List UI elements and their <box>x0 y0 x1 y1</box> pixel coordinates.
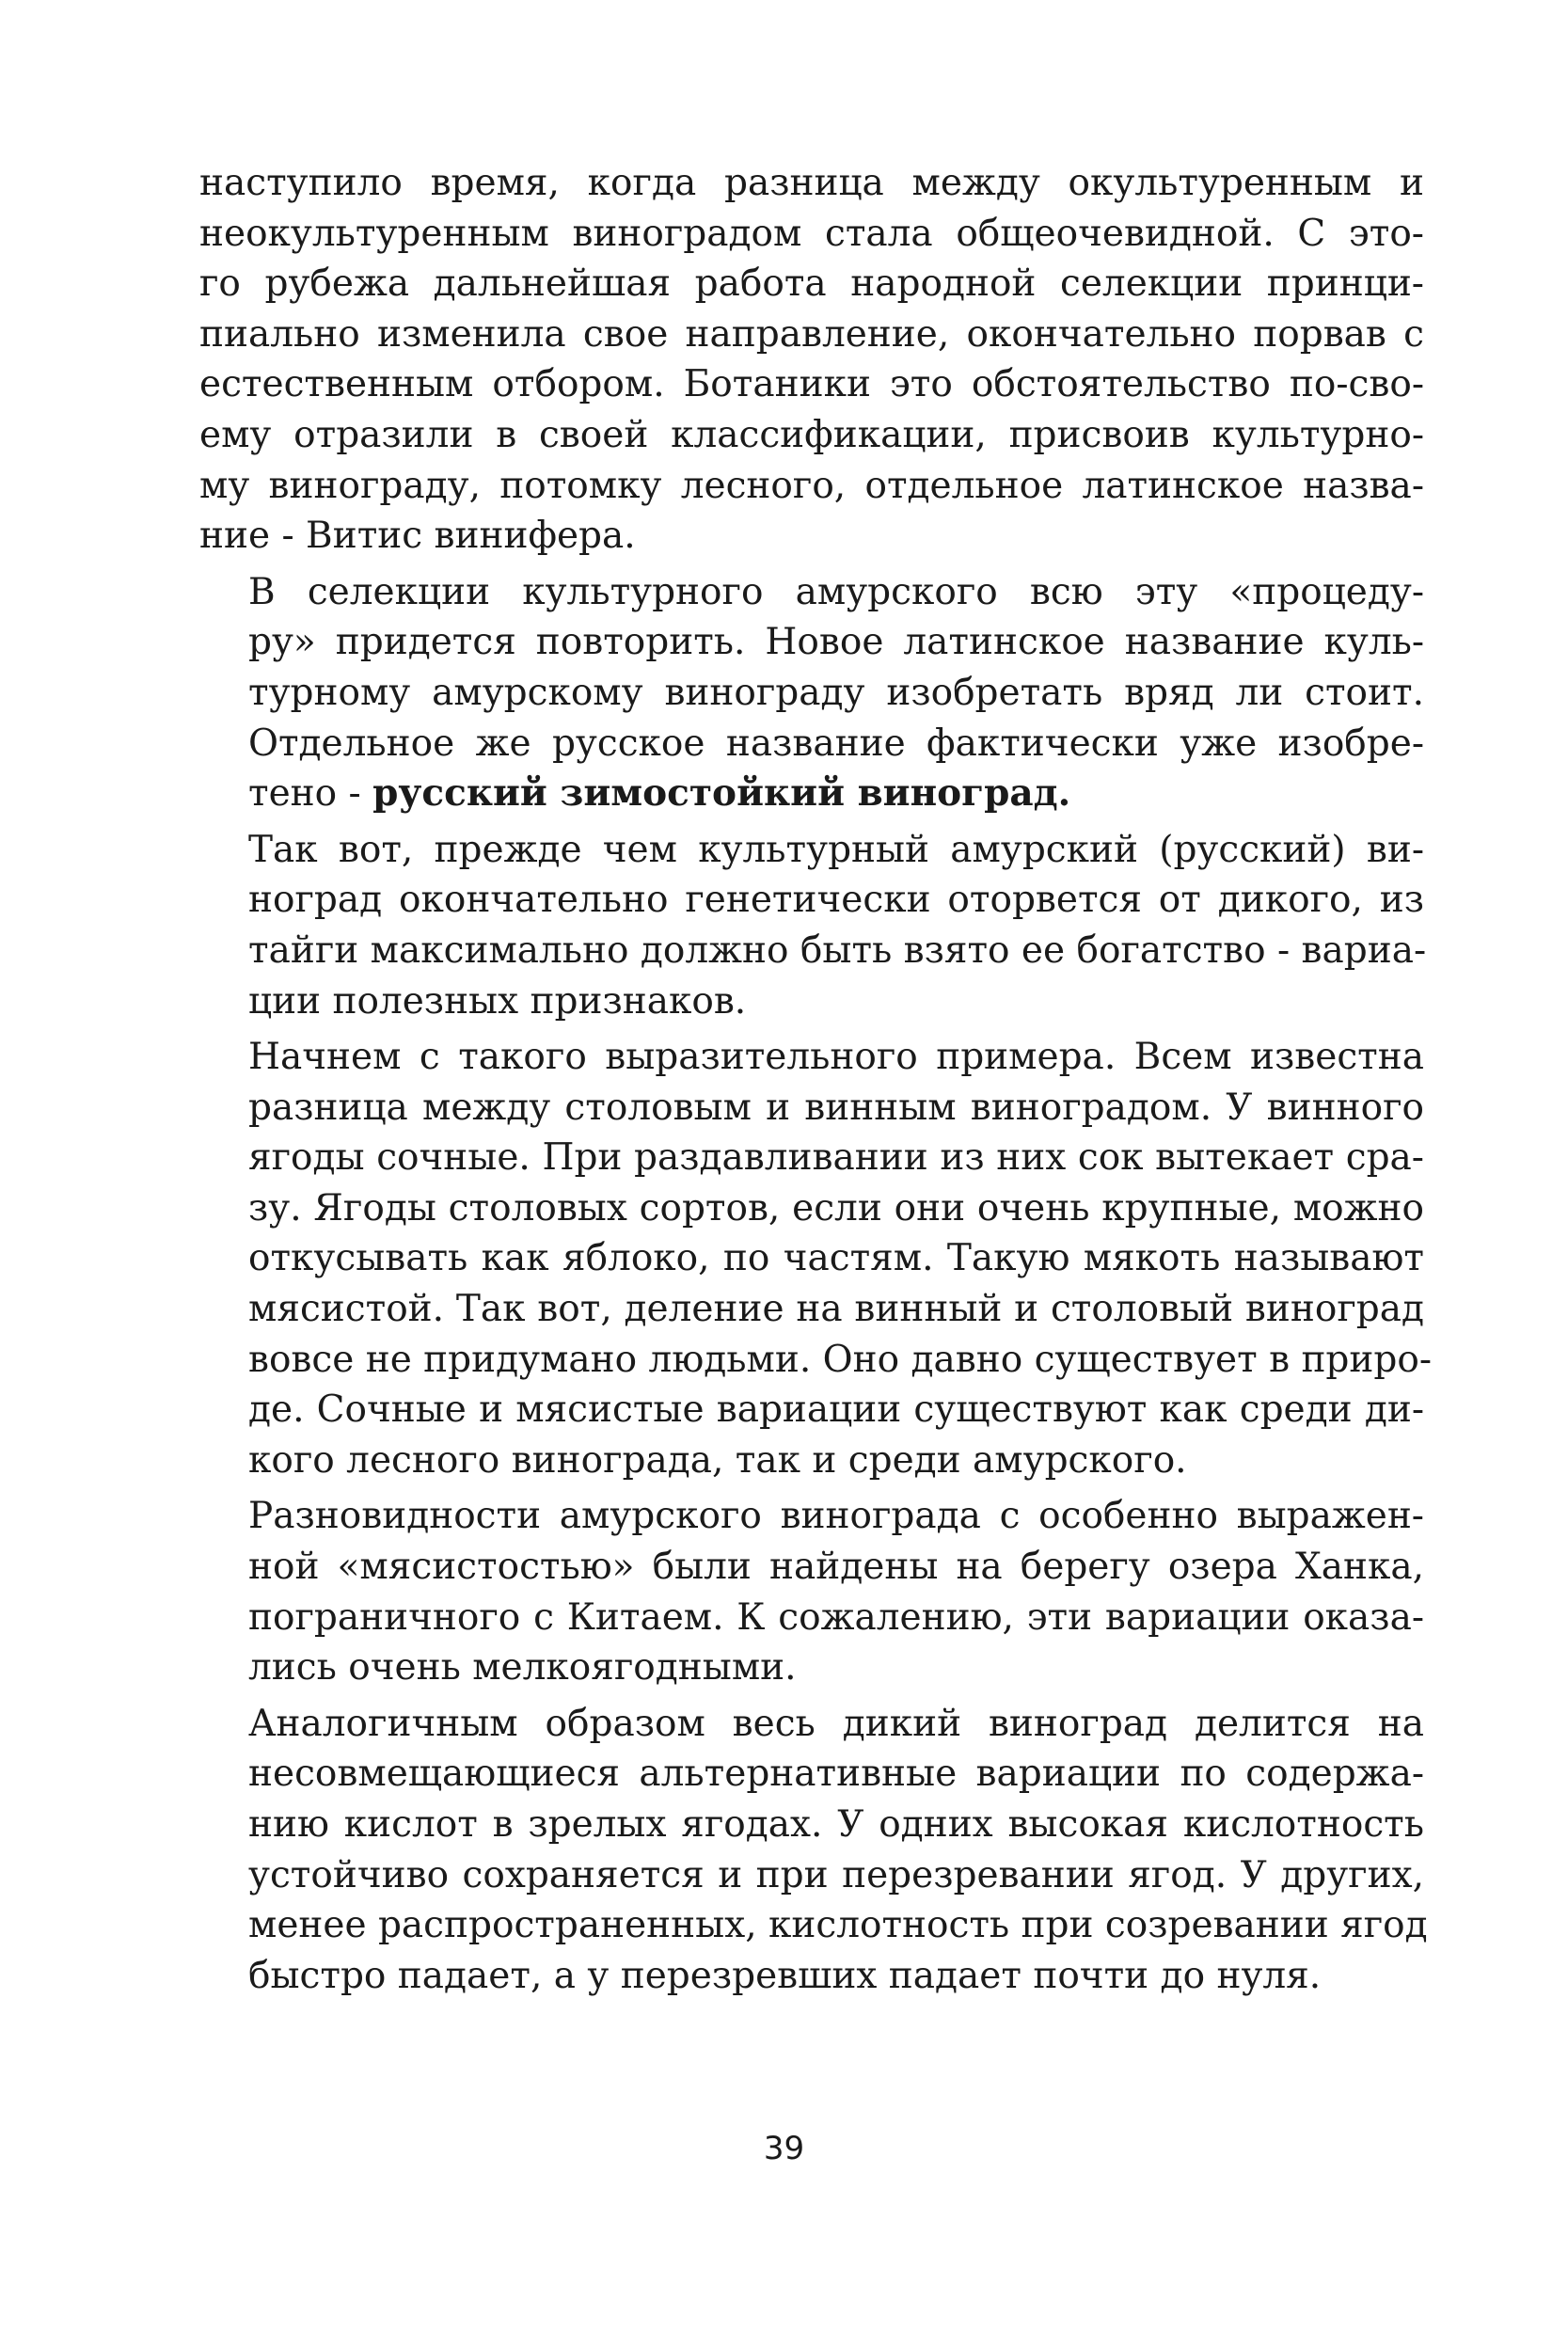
text-line: естественным отбором. Ботаники это обстоятельство по-сво- <box>199 363 1424 406</box>
text-line: наступило время, когда разница между окультуренным и <box>199 162 1424 204</box>
paragraph-6 <box>199 1699 1428 2002</box>
text-fragment: тено - <box>248 772 373 816</box>
text-line: Начнем с такого выразительного примера. Всем известна <box>248 1036 1424 1079</box>
page-number: 39 <box>763 2130 805 2167</box>
text-line: турному амурскому винограду изобретать вряд ли стоит. <box>248 671 1424 714</box>
paragraph-3 <box>199 825 1427 1026</box>
text-line: устойчиво сохраняется и при перезревании ягод. У других, <box>248 1853 1424 1896</box>
text-line: ему отразили в своей классификации, присвоив культурно- <box>199 413 1424 456</box>
text-line: Разновидности амурского винограда с особенно выражен- <box>248 1495 1424 1538</box>
paragraph-4 <box>199 1032 1433 1485</box>
text-line: кого лесного винограда, так и среди амурского. <box>248 1438 1187 1482</box>
text-line: ру» придется повторить. Новое латинское название куль- <box>248 621 1424 664</box>
text-line: лись очень мелкоягодными. <box>248 1646 797 1690</box>
text-line: быстро падает, а у перезревших падает почти до нуля. <box>248 1954 1322 1997</box>
text-line: пиально изменила свое направление, окончательно порвав с <box>199 312 1424 356</box>
text-line: менее распространенных, кислотность при созревании ягод <box>248 1904 1428 1947</box>
text-line: Аналогичным образом весь дикий виноград делится на <box>248 1702 1424 1745</box>
text-line: де. Сочные и мясистые вариации существуют как среди ди- <box>248 1388 1424 1432</box>
paragraph-1 <box>199 158 1424 562</box>
text-line: В селекции культурного амурского всю эту «процеду- <box>248 570 1424 613</box>
paragraph-5 <box>199 1491 1424 1692</box>
text-line: мясистой. Так вот, деление на винный и столовый виноград <box>248 1288 1424 1331</box>
text-line: ягоды сочные. При раздавливании из них сок вытекает сра- <box>248 1136 1424 1180</box>
text-line: тайги максимально должно быть взято ее богатство - вариа- <box>248 928 1427 972</box>
text-line: вовсе не придумано людьми. Оно давно существует в приро- <box>248 1338 1433 1381</box>
text-line: му винограду, потомку лесного, отдельное латинское назва- <box>199 464 1424 507</box>
text-line: ной «мясистостью» были найдены на берегу озера Ханка, <box>248 1546 1424 1589</box>
text-line <box>199 769 1424 819</box>
text-line: ние - Витис винифера. <box>199 515 636 558</box>
text-line: разница между столовым и винным виноградом. У винного <box>248 1086 1424 1129</box>
text-line: нию кислот в зрелых ягодах. У одних высокая кислотность <box>248 1803 1424 1846</box>
text-line: зу. Ягоды столовых сортов, если они очень крупные, можно <box>248 1186 1424 1229</box>
text-line: го рубежа дальнейшая работа народной селекции принци- <box>199 262 1424 306</box>
text-line: Так вот, прежде чем культурный амурский (русский) ви- <box>248 828 1424 871</box>
text-line: пограничного с Китаем. К сожалению, эти вариации оказа- <box>248 1595 1424 1639</box>
text-line: Отдельное же русское название фактически уже изобре- <box>248 722 1424 765</box>
text-line: неокультуренным виноградом стала общеочевидной. С это- <box>199 212 1424 255</box>
text-line: ноград окончательно генетически оторвется от дикого, из <box>248 879 1424 922</box>
text-line: несовмещающиеся альтернативные вариации по содержа- <box>248 1753 1424 1796</box>
text-line: откусывать как яблоко, по частям. Такую мякоть называют <box>248 1237 1424 1280</box>
page-body <box>199 158 1433 2007</box>
text-line: ции полезных признаков. <box>248 979 747 1023</box>
paragraph-2 <box>199 567 1424 819</box>
bold-phrase: русский зимостойкий виноград. <box>372 771 1071 816</box>
